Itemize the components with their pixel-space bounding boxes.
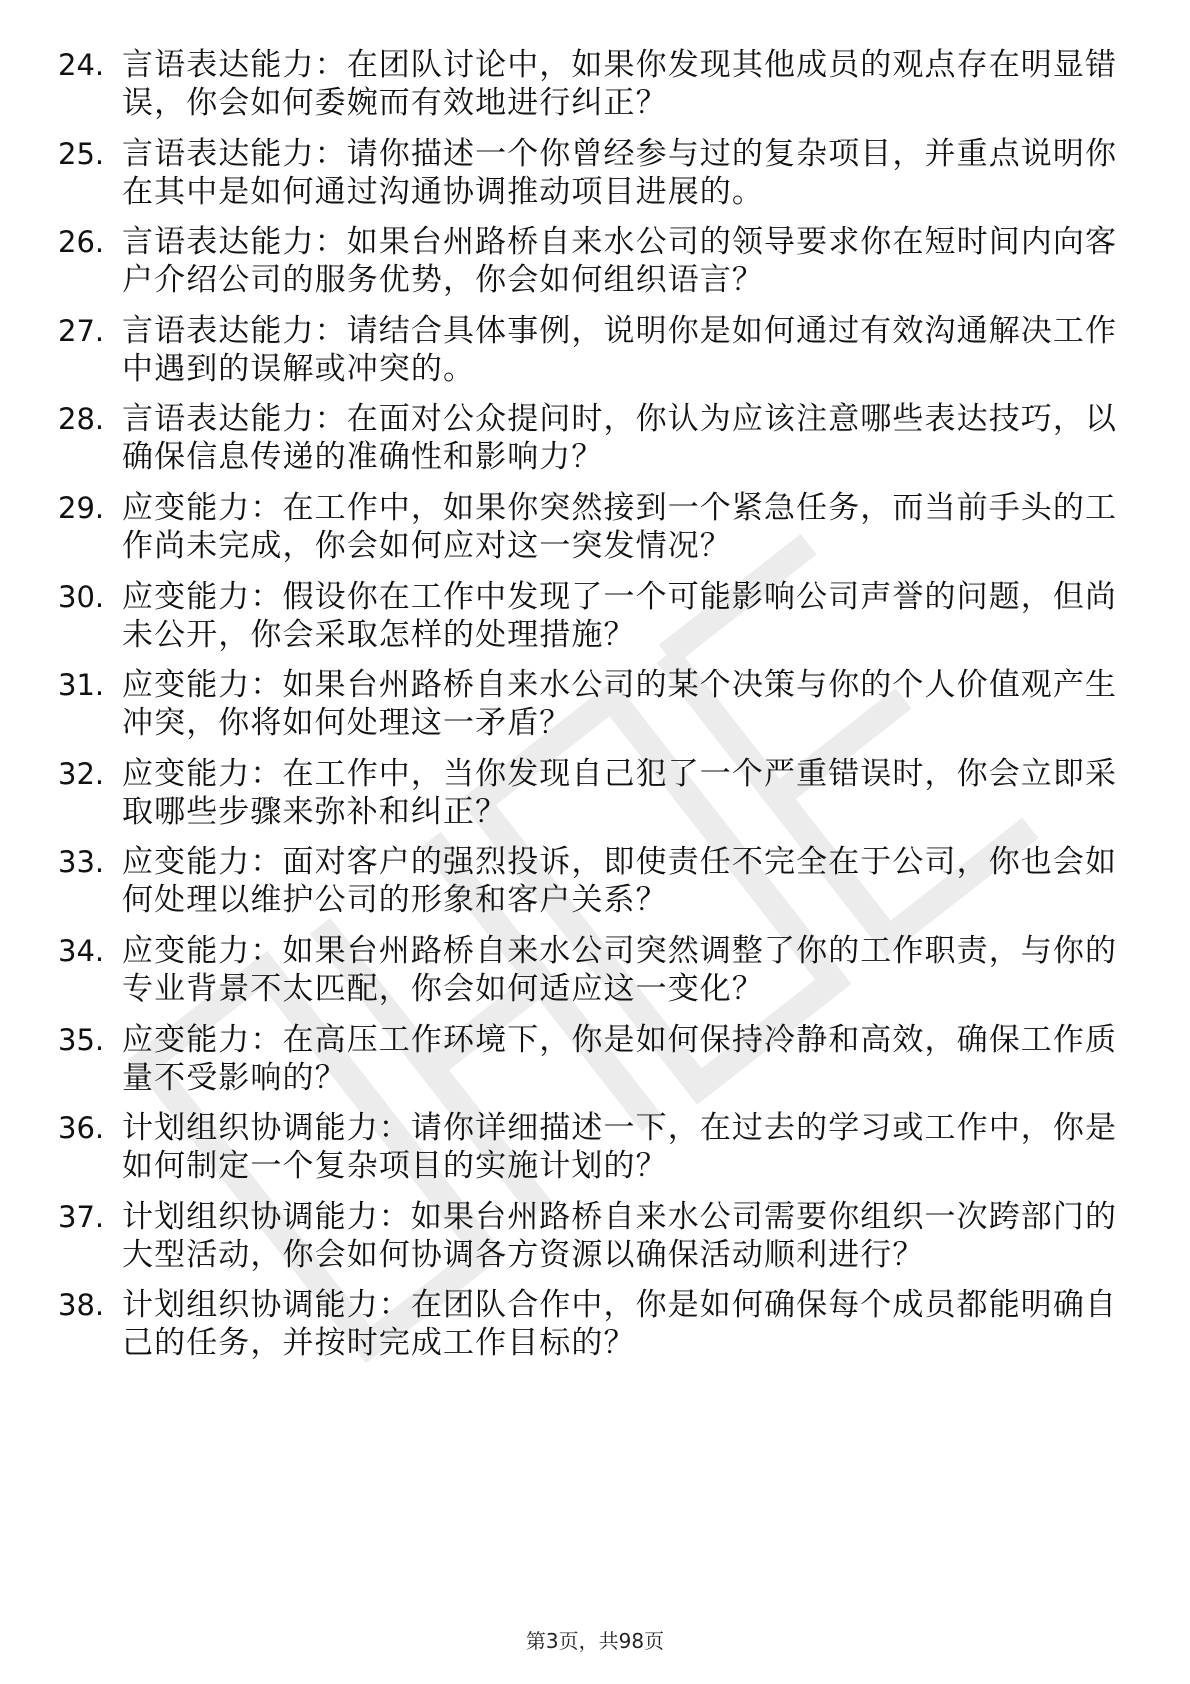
question-text: 应变能力：在高压工作环境下，你是如何保持冷静和高效，确保工作质量不受影响的？: [122, 1021, 1118, 1096]
question-text: 言语表达能力：在团队讨论中，如果你发现其他成员的观点存在明显错误，你会如何委婉而有效地进行纠正？: [122, 47, 1118, 121]
question-number: 29.: [58, 490, 105, 525]
question-text: 应变能力：面对客户的强烈投诉，即使责任不完全在于公司，你也会如何处理以维护公司的形象和客户关系？: [122, 844, 1118, 919]
question-text: 计划组织协调能力：在团队合作中，你是如何确保每个成员都能明确自己的任务，并按时完成工作目标的？: [122, 1287, 1118, 1362]
question-item: [58, 932, 1118, 1008]
question-number: 24.: [58, 48, 105, 82]
question-item: [58, 223, 1118, 299]
question-item: [58, 400, 1118, 476]
question-number: 38.: [58, 1288, 105, 1323]
question-item: [58, 46, 1118, 122]
question-text: 计划组织协调能力：如果台州路桥自来水公司需要你组织一次跨部门的大型活动，你会如何协调各方资源以确保活动顺利进行？: [122, 1198, 1118, 1273]
question-number: 31.: [58, 668, 105, 703]
question-item: [58, 489, 1118, 565]
page-footer: [0, 1628, 1190, 1654]
question-item: [58, 755, 1118, 831]
question-number: 36.: [58, 1111, 105, 1146]
question-item: [58, 135, 1118, 211]
question-number: 34.: [58, 933, 105, 968]
question-text: 言语表达能力：在面对公众提问时，你认为应该注意哪些表达技巧，以确保信息传递的准确性和影响力？: [122, 401, 1118, 476]
question-item: [58, 578, 1118, 654]
question-number: 28.: [58, 402, 105, 437]
question-number: 32.: [58, 756, 105, 791]
question-number: 26.: [58, 225, 105, 260]
question-text: 应变能力：假设你在工作中发现了一个可能影响公司声誉的问题，但尚未公开，你会采取怎样的处理措施？: [122, 578, 1118, 653]
question-text: 应变能力：如果台州路桥自来水公司突然调整了你的工作职责，与你的专业背景不太匹配，你会如何适应这一变化？: [122, 932, 1118, 1007]
question-number: 33.: [58, 845, 105, 880]
question-number: 35.: [58, 1022, 105, 1057]
question-text: 言语表达能力：请你描述一个你曾经参与过的复杂项目，并重点说明你在其中是如何通过沟通协调推动项目进展的。: [122, 135, 1118, 210]
question-number: 27.: [58, 313, 105, 348]
question-text: 言语表达能力：请结合具体事例，说明你是如何通过有效沟通解决工作中遇到的误解或冲突的。: [122, 312, 1118, 387]
question-text: 言语表达能力：如果台州路桥自来水公司的领导要求你在短时间内向客户介绍公司的服务优势，你会如何组织语言？: [122, 224, 1118, 299]
question-text: 应变能力：在工作中，如果你突然接到一个紧急任务，而当前手头的工作尚未完成，你会如何应对这一突发情况？: [122, 489, 1118, 564]
question-number: 30.: [58, 579, 105, 614]
question-number: 37.: [58, 1199, 105, 1234]
question-item: [58, 1198, 1118, 1274]
question-item: [58, 843, 1118, 919]
question-item: [58, 312, 1118, 388]
question-item: [58, 1021, 1118, 1097]
question-number: 25.: [58, 136, 105, 171]
page-number-label: 第3页，共98页: [525, 1629, 665, 1653]
question-item: [58, 1109, 1118, 1185]
question-list: [58, 46, 1118, 1375]
question-text: 计划组织协调能力：请你详细描述一下，在过去的学习或工作中，你是如何制定一个复杂项目的实施计划的？: [122, 1110, 1118, 1185]
question-item: [58, 666, 1118, 742]
question-text: 应变能力：如果台州路桥自来水公司的某个决策与你的个人价值观产生冲突，你将如何处理这一矛盾？: [122, 667, 1118, 742]
question-item: [58, 1286, 1118, 1362]
question-text: 应变能力：在工作中，当你发现自己犯了一个严重错误时，你会立即采取哪些步骤来弥补和纠正？: [122, 755, 1118, 830]
